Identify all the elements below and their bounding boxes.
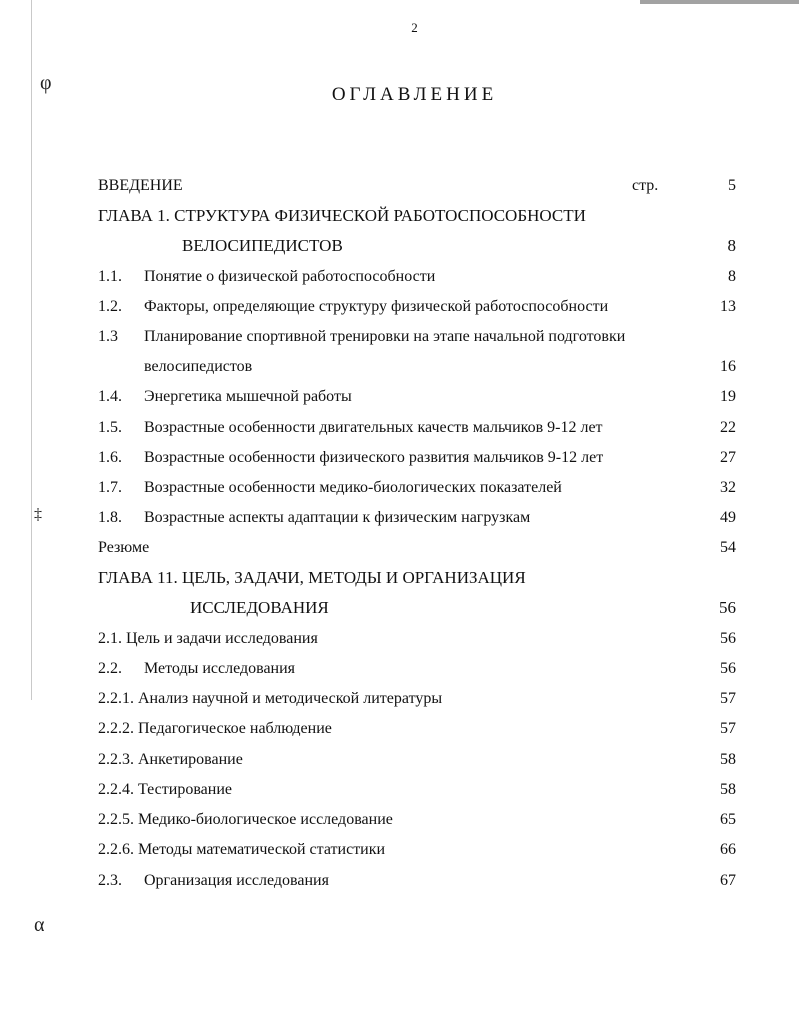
section-title: Факторы, определяющие структуру физической работоспособности [144, 298, 609, 315]
chapter-title-line1: ГЛАВА 11. ЦЕЛЬ, ЗАДАЧИ, МЕТОДЫ И ОРГАНИЗАЦИЯ [98, 568, 526, 587]
section-title: Возрастные аспекты адаптации к физическим нагрузкам [144, 509, 531, 526]
section-title: Понятие о физической работоспособности [144, 268, 436, 285]
section-number: 1.8. [98, 509, 122, 526]
toc-entry-page: 27 [720, 449, 736, 466]
toc-entry-page: 32 [720, 479, 736, 496]
toc-entry-page: 8 [727, 236, 736, 255]
scan-mark-middle: ‡ [34, 506, 42, 523]
section-title: Организация исследования [144, 872, 329, 889]
section-number: 1.3 [98, 328, 118, 345]
toc-entry-label: 2.1. Цель и задачи исследования [98, 630, 318, 647]
chapter-title-line2: ВЕЛОСИПЕДИСТОВ [182, 236, 343, 255]
toc-entry-page: 56 [720, 630, 736, 647]
toc-entry-page: 56 [720, 660, 736, 677]
toc-entry-page: 49 [720, 509, 736, 526]
toc-entry-page: 16 [720, 358, 736, 375]
scan-artifact-top [640, 0, 799, 4]
toc-entry-page: 22 [720, 419, 736, 436]
scan-mark-bottom: α [34, 914, 45, 936]
page-column-label: стр. [632, 177, 659, 194]
toc-entry-label: 2.2.6. Методы математической статистики [98, 841, 386, 858]
section-number: 1.5. [98, 419, 122, 436]
section-number: 1.2. [98, 298, 122, 315]
toc-entry-label: ВВЕДЕНИЕ [98, 177, 183, 194]
section-title-cont: велосипедистов [144, 358, 253, 375]
toc-entry-page: 57 [720, 720, 736, 737]
toc-entry-page: 5 [728, 177, 736, 194]
toc-entry-page: 67 [720, 872, 736, 889]
toc-entry-page: 56 [719, 598, 736, 617]
toc-entry-label: 2.2.3. Анкетирование [98, 751, 243, 768]
section-number: 1.7. [98, 479, 122, 496]
toc-entry-page: 57 [720, 690, 736, 707]
toc-entry-page: 13 [720, 298, 736, 315]
toc-entry-page: 19 [720, 388, 736, 405]
chapter-title-line2: ИССЛЕДОВАНИЯ [190, 598, 329, 617]
scan-mark-top: φ [40, 72, 52, 94]
page-title: ОГЛАВЛЕНИЕ [331, 84, 498, 105]
section-title: Планирование спортивной тренировки на этапе начальной подготовки [144, 328, 626, 345]
toc-entry-label: 2.2.5. Медико-биологическое исследование [98, 811, 393, 828]
section-title: Методы исследования [144, 660, 296, 677]
toc-entry-page: 58 [720, 781, 736, 798]
toc-entry-label: Резюме [98, 539, 150, 556]
toc-entry-page: 8 [728, 268, 736, 285]
section-number: 2.3. [98, 872, 122, 889]
toc-entry-page: 54 [720, 539, 736, 556]
toc-entry-page: 66 [720, 841, 736, 858]
toc-entry-label: 2.2.1. Анализ научной и методической литературы [98, 690, 443, 707]
section-title: Возрастные особенности двигательных качеств мальчиков 9-12 лет [144, 419, 603, 436]
section-title: Возрастные особенности медико-биологических показателей [144, 479, 562, 496]
chapter-title-line1: ГЛАВА 1. СТРУКТУРА ФИЗИЧЕСКОЙ РАБОТОСПОСОБНОСТИ [98, 206, 586, 225]
toc-entry-page: 58 [720, 751, 736, 768]
toc-entry-label: 2.2.4. Тестирование [98, 781, 232, 798]
toc-entry-page: 65 [720, 811, 736, 828]
section-title: Энергетика мышечной работы [144, 388, 352, 405]
section-number: 1.1. [98, 268, 122, 285]
toc-entry-label: 2.2.2. Педагогическое наблюдение [98, 720, 332, 737]
page-number: 2 [411, 20, 418, 35]
section-title: Возрастные особенности физического развития мальчиков 9-12 лет [144, 449, 604, 466]
section-number: 1.4. [98, 388, 122, 405]
section-number: 1.6. [98, 449, 122, 466]
section-number: 2.2. [98, 660, 122, 677]
